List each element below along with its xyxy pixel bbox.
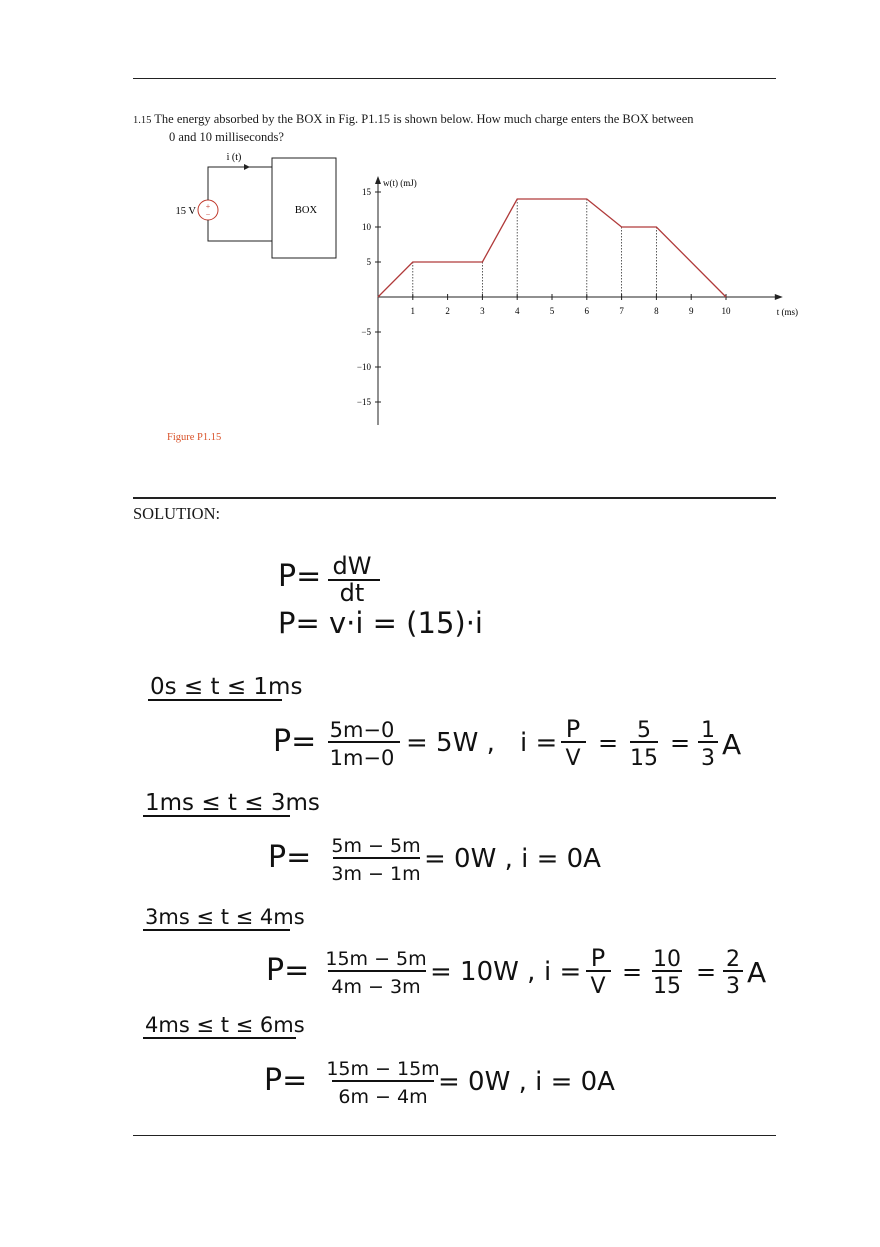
case1-i: i = [520,728,558,758]
case4-lhs: P= [264,1063,308,1098]
case3-lhs: P= [266,953,310,988]
problem-number: 1.15 [133,115,152,126]
case1-eq-b: = [670,729,691,757]
solution-rule [133,497,776,499]
case2-result: = 0W , i = 0A [424,844,601,874]
y-tick-label: −15 [356,397,371,407]
box-label: BOX [294,205,318,216]
problem-text-line2: 0 and 10 milliseconds? [169,130,284,144]
solution-heading: SOLUTION: [133,504,221,523]
source-minus: − [205,210,211,219]
eq-power-definition [278,552,380,607]
x-tick-label: 10 [721,306,731,316]
eq-power-vi: P= v·i = (15)·i [278,606,483,640]
case1-den3: 3 [701,746,715,771]
x-tick-label: 9 [688,306,694,316]
case3-eq-a: = [622,958,643,986]
y-axis-arrow-icon [375,176,381,184]
x-tick-label: 7 [619,306,624,316]
case2-den: 3m − 1m [331,863,421,885]
case-0-1ms [148,674,741,771]
case3-num3: 2 [726,947,740,972]
case-4-6ms [143,1013,615,1108]
case4-num: 15m − 15m [326,1058,440,1080]
case1-num2: 5 [637,718,651,743]
source-label: 15 V [175,206,196,217]
case1-num: 5m−0 [329,718,395,742]
case1-range: 0s ≤ t ≤ 1ms [150,674,303,700]
case-3-4ms [143,905,766,999]
case1-den2: 15 [630,746,658,771]
case1-p: P [565,715,581,743]
circuit-bottom-wire [208,223,272,241]
case3-p: P [590,944,606,972]
eq1-lhs: P= [278,559,322,594]
top-rule [133,78,776,79]
problem-text-line1: The energy absorbed by the BOX in Fig. P1.15 is shown below. How much charge enters the BOX between [154,112,694,126]
energy-graph [340,160,799,432]
case1-lhs: P= [273,724,317,759]
y-tick-label: 15 [362,187,371,197]
case3-unit: A [747,956,767,989]
case1-unit: A [722,728,742,761]
x-tick-label: 5 [549,306,555,316]
circuit-top-wire [208,167,272,177]
case4-result: = 0W , i = 0A [438,1067,615,1097]
case3-den2: 15 [653,974,681,999]
current-label: i (t) [226,152,242,163]
case2-range: 1ms ≤ t ≤ 3ms [145,790,320,816]
eq1-num: dW [332,552,372,580]
case3-v: V [590,974,606,999]
case3-num: 15m − 5m [325,948,427,970]
case3-range: 3ms ≤ t ≤ 4ms [145,905,305,929]
x-axis-arrow-icon [775,294,783,300]
graph-axes [375,176,798,425]
energy-series-line [378,199,726,297]
x-tick-label: 1 [410,306,416,316]
case2-lhs: P= [268,840,312,875]
y-tick-label: −10 [356,362,371,372]
x-tick-label: 3 [480,306,485,316]
x-tick-label: 8 [654,306,659,316]
case1-v: V [565,746,581,771]
graph-series [378,199,726,297]
x-tick-label: 4 [514,306,520,316]
x-axis-label: t (ms) [776,307,799,317]
graph-guides [413,199,657,297]
eq1-den: dt [339,579,365,607]
case1-num3: 1 [701,718,715,743]
case4-range: 4ms ≤ t ≤ 6ms [145,1013,305,1037]
handwritten-solution [130,540,780,1110]
case4-den: 6m − 4m [338,1086,428,1108]
x-tick-label: 6 [584,306,590,316]
figure-caption: Figure P1.15 [167,432,222,443]
y-axis-label: w(t) (mJ) [383,178,417,188]
case2-num: 5m − 5m [331,835,421,857]
case3-den3: 3 [726,974,740,999]
circuit-diagram [160,152,340,265]
case-1-3ms [143,790,601,885]
source-plus: + [205,202,211,211]
case3-den: 4m − 3m [331,976,421,998]
case3-i: i = [544,957,582,987]
case3-eq-b: = [696,958,717,986]
case3-result: = 10W , [430,957,536,987]
y-tick-label: 10 [362,222,371,232]
y-tick-label: 5 [366,257,371,267]
y-tick-label: −5 [361,327,371,337]
case3-num2: 10 [653,947,681,972]
current-arrow-icon [244,164,250,170]
x-tick-label: 2 [445,306,450,316]
case1-den: 1m−0 [329,746,395,770]
bottom-rule [133,1135,776,1136]
problem-statement [133,111,773,145]
case1-result: = 5W , [406,728,495,758]
case1-eq-a: = [598,729,619,757]
